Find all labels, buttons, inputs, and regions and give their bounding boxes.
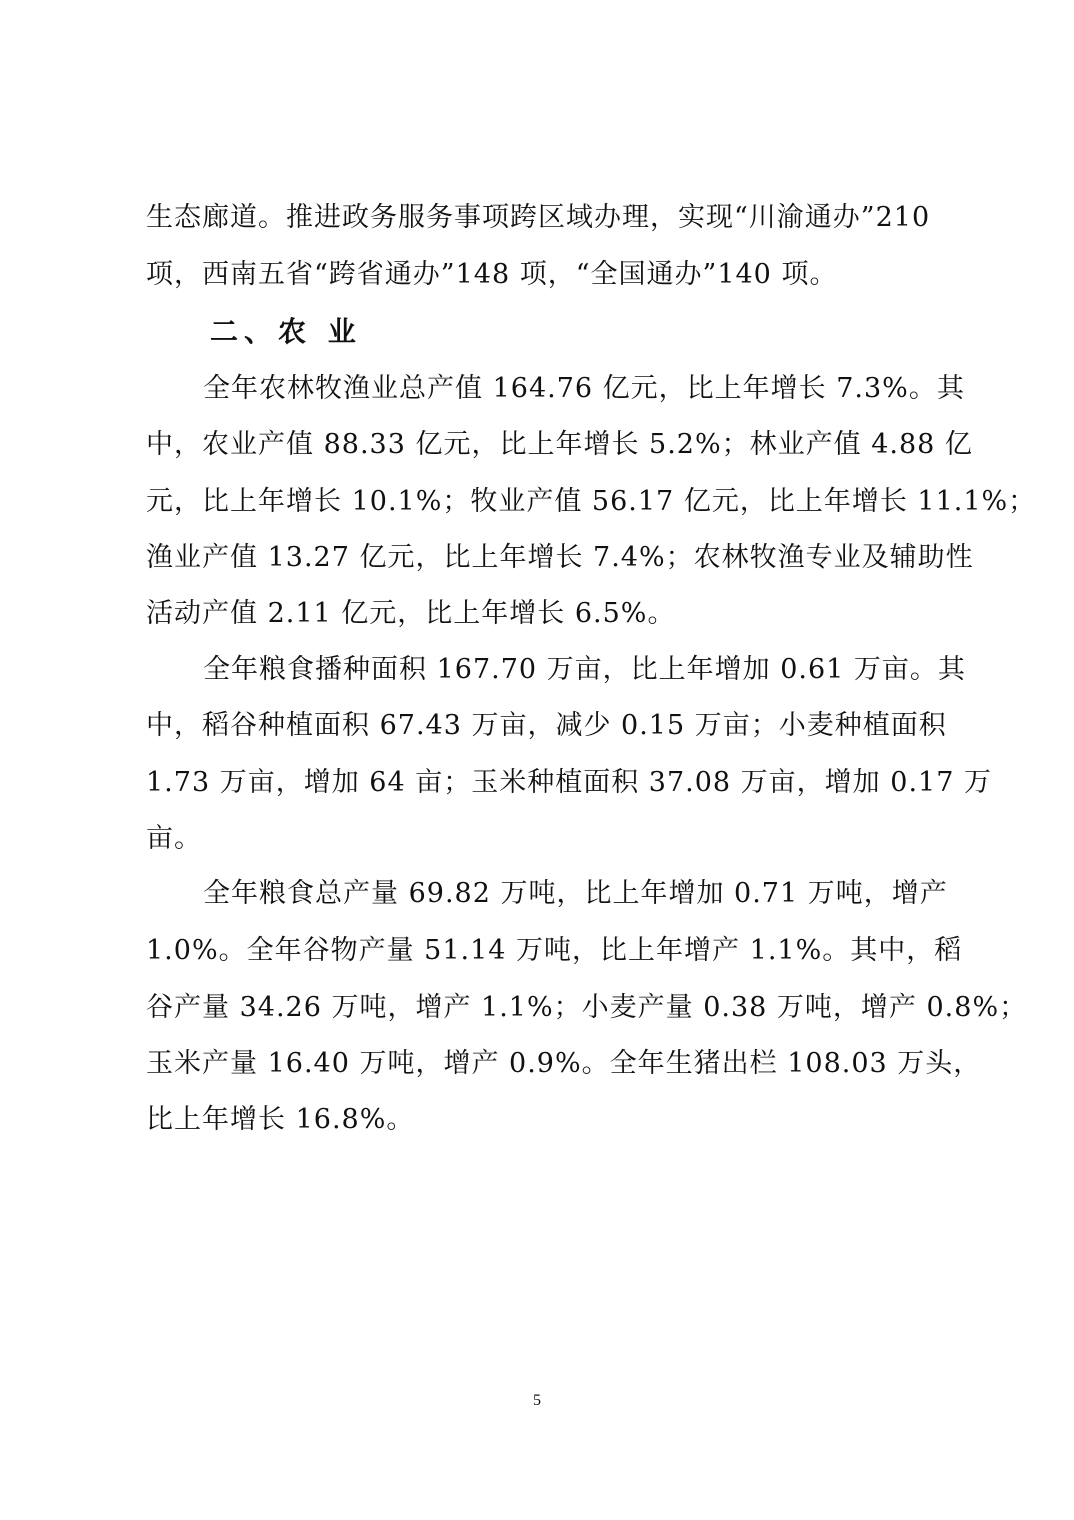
paragraph3-line-1: 全年粮食总产量 69.82 万吨，比上年增加 0.71 万吨，增产 (203, 878, 948, 909)
paragraph2-line-1: 全年粮食播种面积 167.70 万亩，比上年增加 0.61 万亩。其 (203, 654, 966, 685)
paragraph1-line-3: 元，比上年增长 10.1%；牧业产值 56.17 亿元，比上年增长 11.1%； (146, 486, 1037, 517)
paragraph2-line-2: 中，稻谷种植面积 67.43 万亩，减少 0.15 万亩；小麦种植面积 (146, 710, 947, 741)
paragraph2-line-3: 1.73 万亩，增加 64 亩；玉米种植面积 37.08 万亩，增加 0.17 万 (146, 767, 992, 798)
paragraph2-line-4: 亩。 (146, 823, 202, 854)
paragraph3-line-3: 谷产量 34.26 万吨，增产 1.1%；小麦产量 0.38 万吨，增产 0.8%； (146, 992, 1028, 1023)
paragraph3-line-2: 1.0%。全年谷物产量 51.14 万吨，比上年增产 1.1%。其中，稻 (146, 935, 963, 966)
intro-line-1: 生态廊道。推进政务服务事项跨区域办理，实现“川渝通办”210 (146, 202, 931, 233)
paragraph3-line-4: 玉米产量 16.40 万吨，增产 0.9%。全年生猪出栏 108.03 万头， (146, 1048, 982, 1079)
page-number: 5 (533, 1392, 541, 1409)
paragraph1-line-5: 活动产值 2.11 亿元，比上年增长 6.5%。 (146, 598, 676, 629)
intro-line-2: 项，西南五省“跨省通办”148 项，“全国通办”140 项。 (146, 259, 838, 290)
paragraph1-line-4: 渔业产值 13.27 亿元，比上年增长 7.4%；农林牧渔专业及辅助性 (146, 542, 974, 573)
paragraph1-line-1: 全年农林牧渔业总产值 164.76 亿元，比上年增长 7.3%。其 (203, 373, 965, 404)
section-heading-agriculture: 二、农 业 (210, 315, 362, 348)
paragraph1-line-2: 中，农业产值 88.33 亿元，比上年增长 5.2%；林业产值 4.88 亿 (146, 429, 973, 460)
paragraph3-line-5: 比上年增长 16.8%。 (146, 1104, 415, 1135)
